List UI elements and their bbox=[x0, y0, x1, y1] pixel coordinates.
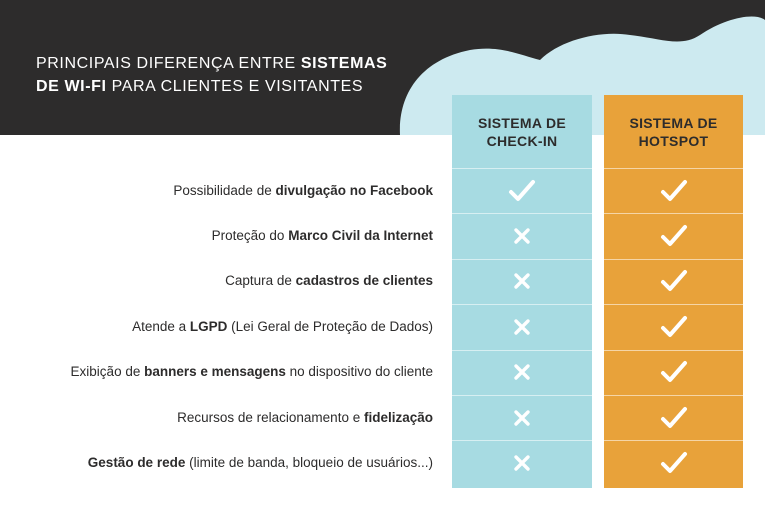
x-icon bbox=[513, 272, 531, 290]
row-label-bold: cadastros de clientes bbox=[295, 273, 433, 289]
cell-hotspot bbox=[604, 168, 743, 212]
column-header-checkin bbox=[452, 95, 592, 168]
cell-checkin bbox=[452, 259, 592, 303]
row-label bbox=[212, 213, 433, 257]
title-text: PARA CLIENTES E VISITANTES bbox=[106, 78, 364, 95]
cell-checkin bbox=[452, 304, 592, 348]
cell-hotspot bbox=[604, 350, 743, 394]
title-bold-text: DE WI-FI bbox=[36, 78, 107, 95]
row-label-text: (limite de banda, bloqueio de usuários...) bbox=[185, 454, 433, 470]
cell-checkin bbox=[452, 350, 592, 394]
cell-hotspot bbox=[604, 259, 743, 303]
row-label-text: Exibição de bbox=[70, 364, 145, 380]
row-label-text: (Lei Geral de Proteção de Dados) bbox=[227, 318, 433, 334]
page-title bbox=[36, 52, 387, 98]
cell-hotspot bbox=[604, 395, 743, 439]
check-icon bbox=[659, 268, 689, 294]
check-icon bbox=[507, 178, 537, 204]
row-label bbox=[177, 395, 433, 439]
row-label-text: Atende a bbox=[132, 318, 190, 334]
column-checkin bbox=[452, 95, 592, 488]
column-header-label: SISTEMA DE CHECK-IN bbox=[477, 114, 567, 149]
x-icon bbox=[513, 409, 531, 427]
check-icon bbox=[659, 314, 689, 340]
check-icon bbox=[659, 405, 689, 431]
row-label-bold: LGPD bbox=[189, 318, 228, 334]
x-icon bbox=[513, 454, 531, 472]
row-label-text: no dispositivo do cliente bbox=[285, 364, 433, 380]
x-icon bbox=[513, 318, 531, 336]
cell-checkin bbox=[452, 213, 592, 257]
title-text: PRINCIPAIS DIFERENÇA ENTRE bbox=[36, 55, 301, 72]
row-label-text: Proteção do bbox=[211, 227, 289, 243]
cell-checkin bbox=[452, 440, 592, 484]
row-label bbox=[132, 304, 433, 348]
row-label-bold: Gestão de rede bbox=[87, 454, 186, 470]
row-label bbox=[225, 259, 433, 303]
x-icon bbox=[513, 227, 531, 245]
column-hotspot bbox=[604, 95, 743, 488]
cell-checkin bbox=[452, 395, 592, 439]
cell-checkin bbox=[452, 168, 592, 212]
check-icon bbox=[659, 178, 689, 204]
cell-hotspot bbox=[604, 304, 743, 348]
title-bold-text: SISTEMAS bbox=[300, 55, 388, 72]
row-label-text: Possibilidade de bbox=[173, 182, 276, 198]
check-icon bbox=[659, 359, 689, 385]
x-icon bbox=[513, 363, 531, 381]
row-label-text: Captura de bbox=[225, 273, 296, 289]
row-label-bold: divulgação no Facebook bbox=[275, 182, 433, 198]
row-label-bold: fidelização bbox=[363, 409, 433, 425]
check-icon bbox=[659, 450, 689, 476]
check-icon bbox=[659, 223, 689, 249]
row-label-bold: Marco Civil da Internet bbox=[288, 227, 433, 243]
row-label-bold: banners e mensagens bbox=[144, 364, 286, 380]
row-label-text: Recursos de relacionamento e bbox=[177, 409, 364, 425]
row-label bbox=[88, 440, 433, 484]
cell-hotspot bbox=[604, 440, 743, 484]
cell-hotspot bbox=[604, 213, 743, 257]
row-label bbox=[173, 168, 433, 212]
column-header-hotspot bbox=[604, 95, 743, 168]
column-header-label: SISTEMA DE HOTSPOT bbox=[629, 114, 718, 149]
row-label bbox=[71, 350, 433, 394]
